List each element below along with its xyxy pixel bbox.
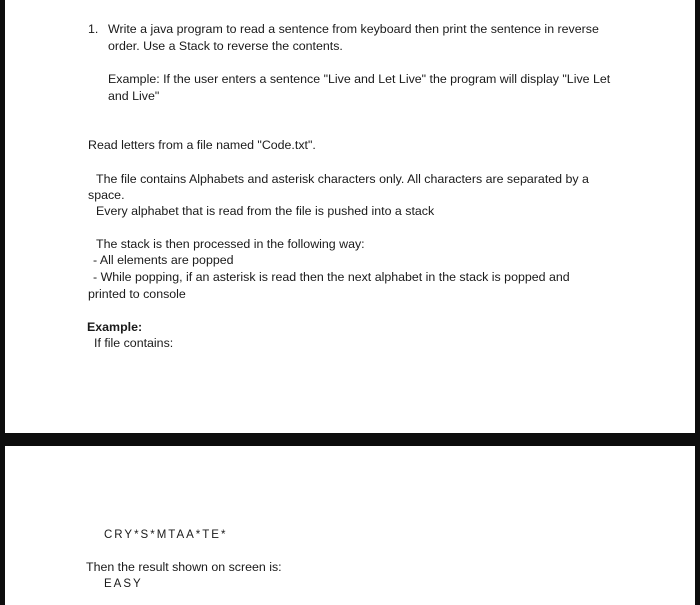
file-contains-line-2: space.: [88, 188, 125, 202]
processing-intro: The stack is then processed in the following way:: [96, 237, 365, 251]
result-label: Then the result shown on screen is:: [86, 560, 282, 574]
rule-asterisk-line-1: - While popping, if an asterisk is read then the next alphabet in the stack is popped and: [93, 270, 570, 284]
file-contains-line-1: The file contains Alphabets and asterisk characters only. All characters are separated by a: [96, 172, 589, 186]
question-number: 1.: [88, 22, 99, 36]
question-text-line-2: order. Use a Stack to reverse the contents.: [108, 39, 343, 53]
page-2: [5, 446, 695, 605]
example-text-line-2: and Live": [108, 89, 160, 103]
if-file-contains: If file contains:: [94, 336, 174, 350]
question-text-line-1: Write a java program to read a sentence from keyboard then print the sentence in reverse: [108, 22, 599, 36]
result-value: EASY: [104, 578, 143, 590]
rule-all-popped: - All elements are popped: [93, 253, 234, 267]
example-text-line-1: Example: If the user enters a sentence "Live and Let Live" the program will display "Live Let: [108, 72, 611, 86]
page-2-frame: [0, 446, 700, 605]
page-1: [5, 0, 695, 433]
rule-asterisk-line-2: printed to console: [88, 287, 186, 301]
example-heading: Example:: [87, 320, 143, 334]
file-intro: Read letters from a file named "Code.txt".: [88, 138, 316, 152]
pushed-into-stack: Every alphabet that is read from the file is pushed into a stack: [96, 204, 435, 218]
file-content-sample: CRY*S*MTAA*TE*: [104, 529, 228, 541]
